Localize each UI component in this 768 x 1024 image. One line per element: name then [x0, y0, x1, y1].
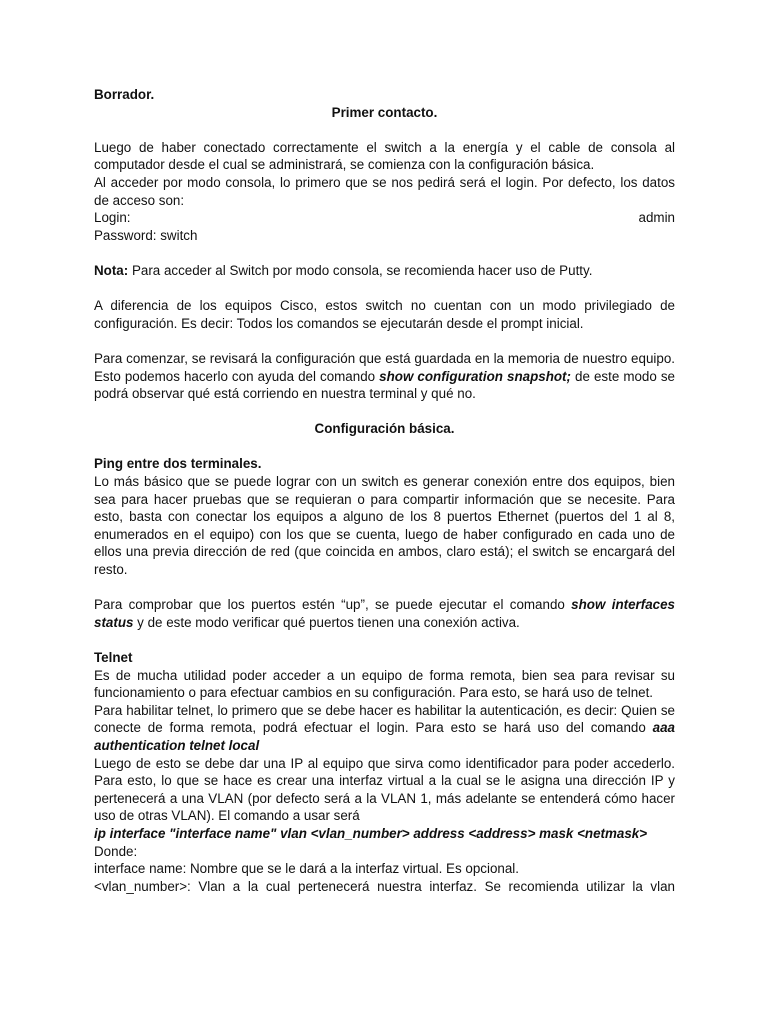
paragraph-telnet-intro: Es de mucha utilidad poder acceder a un equipo de forma remota, bien sea para revisar su funcionamiento o para efectuar cambios en su configuración. Para esto, se hará uso de telnet.	[94, 667, 675, 701]
page-title: Primer contacto.	[331, 104, 438, 120]
telnet-heading: Telnet	[94, 650, 133, 665]
login-label: Login:	[94, 210, 131, 226]
text-span: Para habilitar telnet, lo primero que se debe hacer es habilitar la autenticación, es decir: Quien se conecte de forma remota, podrá efectuar el login. Para esto se hará uso del comando	[94, 702, 675, 736]
note-label: Nota:	[94, 262, 129, 278]
text-span: y de este modo verificar qué puertos tienen una conexión activa.	[133, 614, 520, 630]
ping-heading: Ping entre dos terminales.	[94, 456, 262, 472]
definition-vlan-number: <vlan_number>: Vlan a la cual pertenecerá nuestra interfaz. Se recomienda utilizar la vlan	[94, 878, 675, 894]
text-span: Para comprobar que los puertos estén “up”, se puede ejecutar el comando	[94, 597, 572, 613]
paragraph-telnet-ip: Luego de esto se debe dar una IP al equipo que sirva como identificador para poder accederlo. Para esto, lo que se hace es crear una interfaz virtual a la cual se le asigna una dirección IP y pertenecerá a una VLAN (por defecto será a la VLAN 1, más adelante se entenderá cómo hacer uso de otras VLAN). El comando a usar será	[94, 755, 675, 824]
paragraph-telnet-auth	[94, 702, 675, 755]
login-row	[94, 209, 675, 227]
donde-label: Donde:	[94, 843, 138, 859]
command-ip-interface: ip interface "interface name" vlan <vlan_number> address <address> mask <netmask>	[94, 825, 648, 841]
note-text: Para acceder al Switch por modo consola, se recomienda hacer uso de Putty.	[128, 262, 593, 278]
command-show-interfaces: show interfaces status	[94, 597, 675, 630]
draft-label: Borrador.	[94, 87, 155, 102]
password-line: Password: switch	[94, 227, 198, 243]
note-paragraph	[94, 262, 675, 280]
paragraph-show-config	[94, 350, 675, 403]
definition-interface-name: interface name: Nombre que se le dará a la interfaz virtual. Es opcional.	[94, 861, 520, 877]
login-value: admin	[638, 210, 675, 226]
section-title: Configuración básica.	[314, 421, 455, 437]
paragraph-interfaces-status	[94, 596, 675, 631]
text-span: de este modo se podrá observar qué está corriendo en nuestra terminal y qué no.	[94, 368, 676, 402]
paragraph-ping: Lo más básico que se puede lograr con un switch es generar conexión entre dos equipos, bien sea para hacer pruebas que se requieran o para compartir información que se necesite. Para esto, basta con conectar los equipos a alguno de los 8 puertos Ethernet (puertos del 1 al 8, enumerados en el equipo) con los que se cuenta, luego de haber configurado en cada uno de ellos una previa dirección de red (que coincida en ambos, claro está); el switch se encargará del resto.	[94, 474, 675, 578]
document-page	[94, 86, 675, 895]
text-span: Para comenzar, se revisará la configuración que está guardada en la memoria de nuestro equipo. Esto podemos hacerlo con ayuda del comando	[94, 350, 675, 384]
paragraph-intro: Luego de haber conectado correctamente el switch a la energía y el cable de consola al computador desde el cual se administrará, se comienza con la configuración básica.	[94, 139, 675, 173]
paragraph-login-intro: Al acceder por modo consola, lo primero que se nos pedirá será el login. Por defecto, los datos de acceso son:	[94, 174, 675, 208]
paragraph-cisco-difference: A diferencia de los equipos Cisco, estos switch no cuentan con un modo privilegiado de configuración. Es decir: Todos los comandos se ejecutarán desde el prompt inicial.	[94, 298, 675, 331]
command-show-configuration: show configuration snapshot;	[379, 368, 571, 384]
command-aaa-authentication: aaa authentication telnet local	[94, 720, 675, 753]
